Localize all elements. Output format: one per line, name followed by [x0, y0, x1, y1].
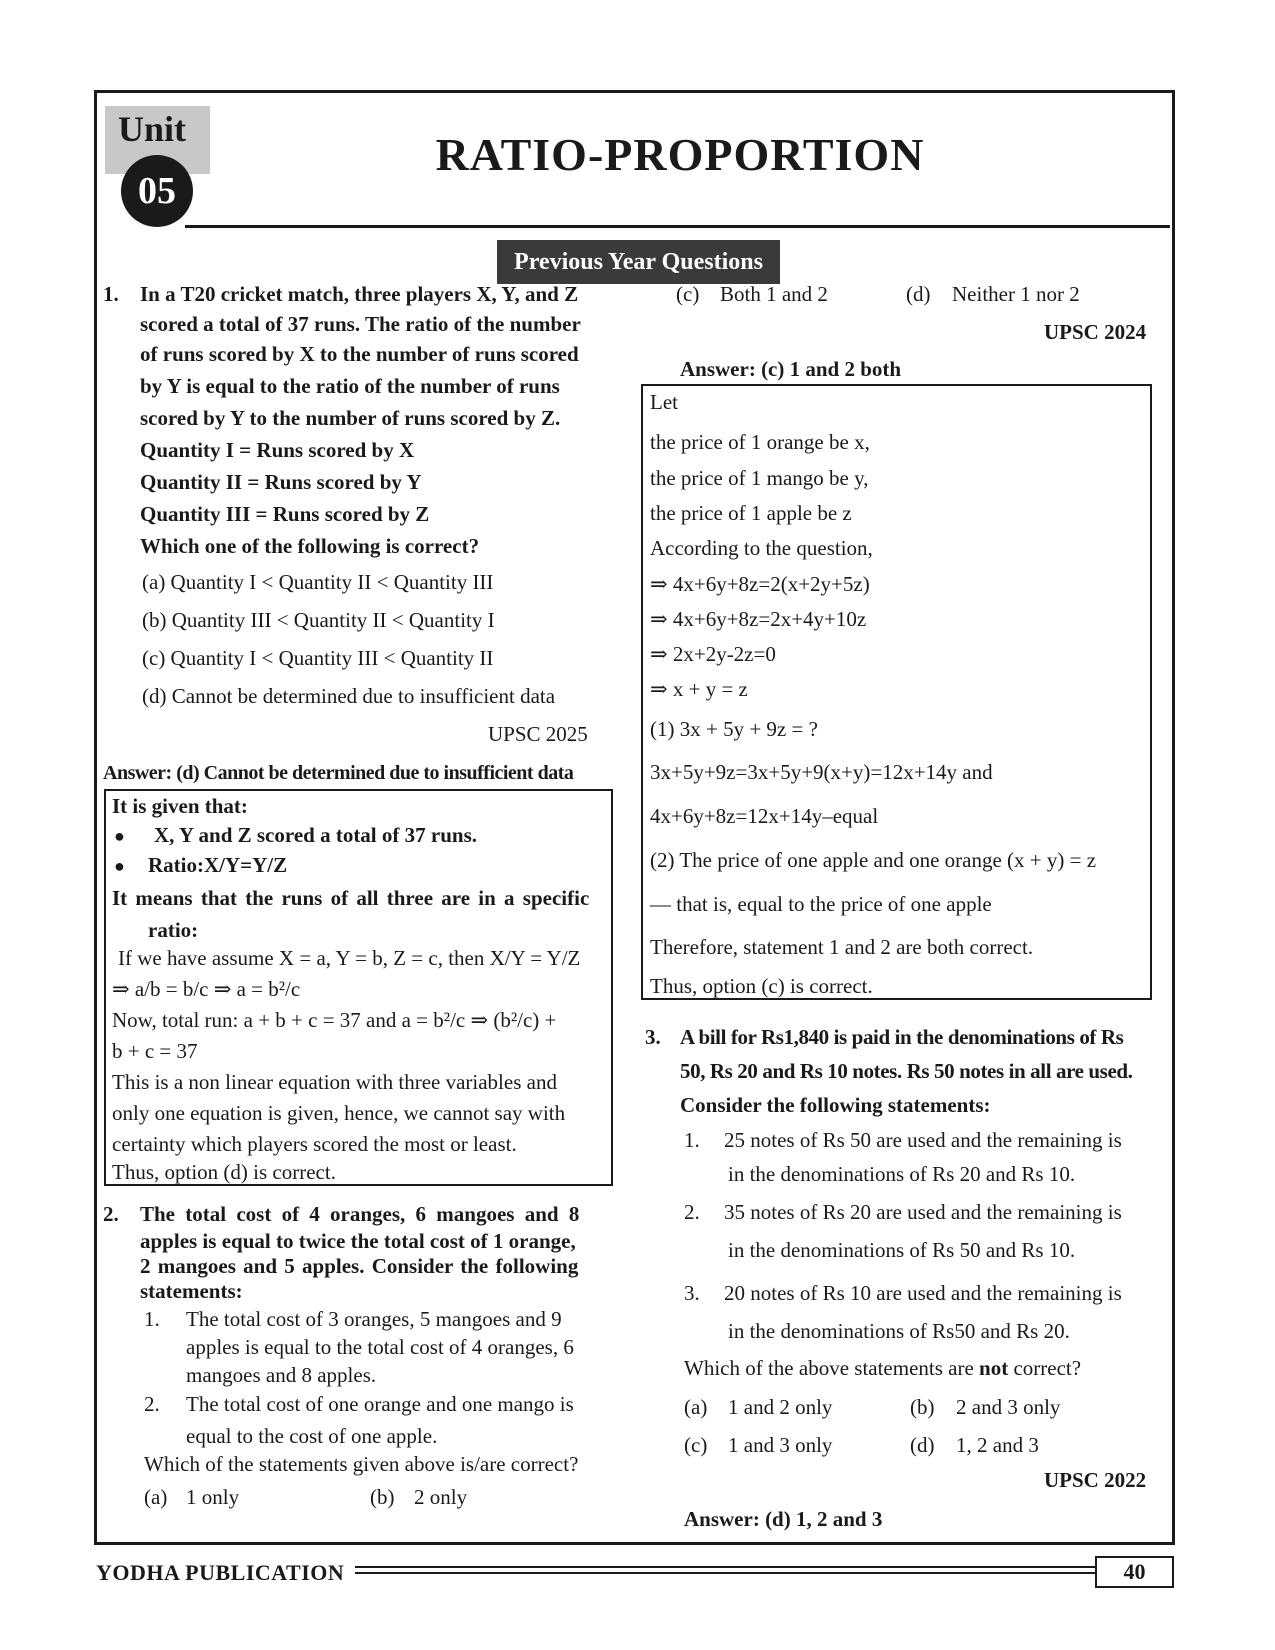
- q2-statement-number: 2.: [144, 1392, 160, 1416]
- publisher-name: YODHA PUBLICATION: [96, 1560, 345, 1585]
- q3-question-pre: Which of the above statements are: [684, 1356, 980, 1380]
- q3-option-d-key: (d): [910, 1433, 935, 1457]
- q3-option-a-key: (a): [684, 1395, 708, 1419]
- q2-exp-line: the price of 1 mango be y,: [650, 466, 869, 490]
- q3-stem-line: A bill for Rs1,840 is paid in the denominations of Rs: [680, 1025, 1124, 1049]
- q3-option-c-key: (c): [684, 1433, 708, 1457]
- q2-statement-number: 1.: [144, 1307, 160, 1331]
- q1-exp-means: ratio:: [148, 918, 199, 942]
- q2-exp-line: Therefore, statement 1 and 2 are both correct.: [650, 935, 1034, 959]
- bullet-icon: ●: [114, 826, 125, 846]
- q1-exp-means: It means that the runs of all three are in a specific: [112, 886, 590, 910]
- q3-option-a: 1 and 2 only: [728, 1395, 833, 1419]
- page-number: 40: [1095, 1556, 1174, 1588]
- q1-stem-line: scored by Y to the number of runs scored by Z.: [140, 406, 561, 430]
- q1-exp-line: b + c = 37: [112, 1039, 198, 1063]
- q2-option-d: Neither 1 nor 2: [952, 282, 1080, 306]
- q2-option-c: Both 1 and 2: [720, 282, 828, 306]
- q2-exp-line: the price of 1 apple be z: [650, 501, 852, 525]
- q3-statement-line: in the denominations of Rs 20 and Rs 10.: [728, 1162, 1076, 1186]
- q3-answer: Answer: (d) 1, 2 and 3: [684, 1507, 883, 1531]
- q1-exp-given: It is given that:: [112, 794, 248, 818]
- q2-source: UPSC 2024: [1044, 320, 1147, 344]
- q2-stem-line: apples is equal to twice the total cost of 1 orange,: [140, 1229, 576, 1253]
- q2-statement-line: The total cost of one orange and one mango is: [186, 1392, 574, 1416]
- q2-option-a: 1 only: [186, 1485, 240, 1509]
- q3-statement-number: 3.: [684, 1281, 700, 1305]
- q3-statement-line: 25 notes of Rs 50 are used and the remaining is: [724, 1128, 1122, 1152]
- q2-option-c-key: (c): [676, 282, 700, 306]
- q2-exp-line: 3x+5y+9z=3x+5y+9(x+y)=12x+14y and: [650, 760, 993, 784]
- q2-exp-line: — that is, equal to the price of one apple: [650, 892, 992, 916]
- page-title: RATIO-PROPORTION: [435, 129, 925, 180]
- q3-question-emphasis: not: [979, 1356, 1009, 1380]
- q1-source: UPSC 2025: [488, 722, 588, 746]
- q2-exp-line: 4x+6y+8z=12x+14y–equal: [650, 804, 879, 828]
- q1-exp-line: If we have assume X = a, Y = b, Z = c, then X/Y = Y/Z: [118, 946, 581, 970]
- q2-stem-line: statements:: [140, 1279, 243, 1303]
- q1-exp-line: Thus, option (d) is correct.: [112, 1160, 336, 1184]
- q1-option-d: (d) Cannot be determined due to insufficient data: [142, 684, 556, 708]
- q2-question: Which of the statements given above is/are correct?: [144, 1452, 579, 1476]
- q3-question: [684, 1356, 1081, 1381]
- q1-exp-line: only one equation is given, hence, we cannot say with: [112, 1101, 566, 1125]
- q1-option-a: (a) Quantity I < Quantity II < Quantity III: [142, 570, 494, 594]
- q2-statement-line: apples is equal to the total cost of 4 oranges, 6: [186, 1335, 574, 1359]
- q3-stem-line: Consider the following statements:: [680, 1093, 991, 1117]
- title-divider: [185, 225, 1170, 228]
- q2-statement-line: equal to the cost of one apple.: [186, 1424, 438, 1448]
- q1-stem-line: In a T20 cricket match, three players X, Y, and Z: [140, 282, 579, 306]
- q3-option-d: 1, 2 and 3: [956, 1433, 1039, 1457]
- q3-stem-line: 50, Rs 20 and Rs 10 notes. Rs 50 notes in all are used.: [680, 1059, 1133, 1083]
- q3-statement-line: in the denominations of Rs 50 and Rs 10.: [728, 1238, 1076, 1262]
- q3-statement-line: 35 notes of Rs 20 are used and the remaining is: [724, 1200, 1122, 1224]
- q1-exp-line: certainty which players scored the most or least.: [112, 1132, 517, 1156]
- q1-exp-line: Now, total run: a + b + c = 37 and a = b²/c ⇒ (b²/c) +: [112, 1008, 557, 1032]
- footer-divider: [355, 1572, 1095, 1574]
- q1-answer: Answer: (d) Cannot be determined due to insufficient data: [103, 762, 574, 784]
- q2-option-b: 2 only: [414, 1485, 468, 1509]
- q1-quantity-1: Quantity I = Runs scored by X: [140, 438, 415, 462]
- q2-number: 2.: [103, 1202, 119, 1226]
- q2-exp-line: (2) The price of one apple and one orange (x + y) = z: [650, 848, 1097, 872]
- q3-statement-line: in the denominations of Rs50 and Rs 20.: [728, 1319, 1070, 1343]
- q1-stem-line: by Y is equal to the ratio of the number of runs: [140, 374, 560, 398]
- q2-exp-line: ⇒ x + y = z: [650, 677, 748, 701]
- unit-number: 05: [121, 155, 193, 227]
- q2-option-b-key: (b): [370, 1485, 395, 1509]
- q1-number: 1.: [103, 282, 119, 306]
- q2-exp-line: the price of 1 orange be x,: [650, 430, 870, 454]
- q1-exp-line: This is a non linear equation with three variables and: [112, 1070, 557, 1094]
- q1-stem-line: scored a total of 37 runs. The ratio of the number: [140, 312, 581, 336]
- q1-exp-line: ⇒ a/b = b/c ⇒ a = b²/c: [112, 977, 301, 1001]
- q2-exp-line: ⇒ 4x+6y+8z=2x+4y+10z: [650, 607, 867, 631]
- q3-option-b-key: (b): [910, 1395, 935, 1419]
- q3-source: UPSC 2022: [1044, 1468, 1147, 1492]
- q3-question-post: correct?: [1008, 1356, 1082, 1380]
- q1-exp-bullet: X, Y and Z scored a total of 37 runs.: [154, 823, 477, 847]
- q1-quantity-3: Quantity III = Runs scored by Z: [140, 502, 430, 526]
- q2-exp-line: According to the question,: [650, 536, 873, 560]
- q2-stem-line: The total cost of 4 oranges, 6 mangoes and 8: [140, 1202, 580, 1226]
- q3-statement-line: 20 notes of Rs 10 are used and the remaining is: [724, 1281, 1122, 1305]
- q3-option-c: 1 and 3 only: [728, 1433, 833, 1457]
- q2-option-a-key: (a): [144, 1485, 168, 1509]
- q3-option-b: 2 and 3 only: [956, 1395, 1061, 1419]
- q1-quantity-2: Quantity II = Runs scored by Y: [140, 470, 422, 494]
- q2-option-d-key: (d): [906, 282, 931, 306]
- q2-statement-line: The total cost of 3 oranges, 5 mangoes and 9: [186, 1307, 562, 1331]
- q1-stem-line: of runs scored by X to the number of runs scored: [140, 342, 579, 366]
- bullet-icon: ●: [114, 856, 125, 876]
- q1-question: Which one of the following is correct?: [140, 534, 480, 558]
- q2-statement-line: mangoes and 8 apples.: [186, 1363, 377, 1387]
- section-banner: Previous Year Questions: [497, 240, 780, 284]
- q1-exp-bullet: Ratio:X/Y=Y/Z: [148, 853, 288, 877]
- q2-exp-line: (1) 3x + 5y + 9z = ?: [650, 717, 818, 741]
- unit-label: Unit: [118, 109, 187, 149]
- q3-statement-number: 2.: [684, 1200, 700, 1224]
- q2-exp-line: Let: [650, 390, 678, 414]
- footer-divider: [355, 1566, 1095, 1568]
- q2-exp-line: ⇒ 4x+6y+8z=2(x+2y+5z): [650, 572, 870, 596]
- q1-option-c: (c) Quantity I < Quantity III < Quantity II: [142, 646, 494, 670]
- q1-option-b: (b) Quantity III < Quantity II < Quantity I: [142, 608, 495, 632]
- q2-answer: Answer: (c) 1 and 2 both: [680, 357, 902, 381]
- q2-exp-line: ⇒ 2x+2y-2z=0: [650, 642, 776, 666]
- q2-exp-line: Thus, option (c) is correct.: [650, 974, 873, 998]
- q3-number: 3.: [645, 1025, 661, 1049]
- q2-stem-line: 2 mangoes and 5 apples. Consider the following: [140, 1254, 579, 1278]
- q3-statement-number: 1.: [684, 1128, 700, 1152]
